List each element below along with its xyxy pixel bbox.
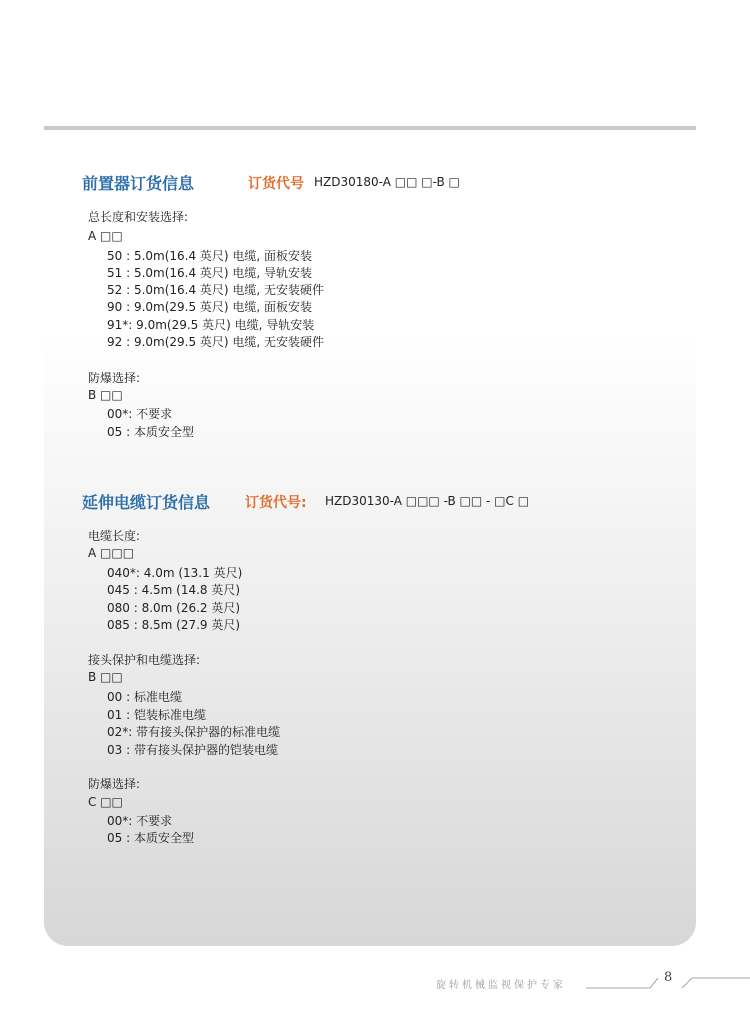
list-item: 52 : 5.0m(16.4 英尺) 电缆, 无安装硬件 xyxy=(107,283,325,297)
list-item: 05 : 本质安全型 xyxy=(107,425,194,439)
group-label: 电缆长度: xyxy=(88,529,141,543)
order-code-label: 订货代号 xyxy=(248,176,304,192)
list-item: 90 : 9.0m(29.5 英尺) 电缆, 面板安装 xyxy=(107,300,313,314)
list-item: 00*: 不要求 xyxy=(107,407,173,421)
list-item: 05 : 本质安全型 xyxy=(107,831,194,845)
list-item: 00 : 标准电缆 xyxy=(107,690,182,704)
group-label: 防爆选择: xyxy=(88,371,141,385)
list-item: 080 : 8.0m (26.2 英尺) xyxy=(107,601,241,615)
list-item: 02*: 带有接头保护器的标准电缆 xyxy=(107,725,281,739)
list-item: 50 : 5.0m(16.4 英尺) 电缆, 面板安装 xyxy=(107,249,313,263)
group-prefix: A □□ xyxy=(88,229,123,243)
list-item: 91*: 9.0m(29.5 英尺) 电缆, 导轨安装 xyxy=(107,318,315,332)
group-label: 总长度和安装选择: xyxy=(88,210,189,224)
footer-tagline: 旋转机械监视保护专家 xyxy=(436,980,566,991)
top-divider xyxy=(44,126,696,130)
list-item: 51 : 5.0m(16.4 英尺) 电缆, 导轨安装 xyxy=(107,266,313,280)
list-item: 040*: 4.0m (13.1 英尺) xyxy=(107,566,243,580)
group-prefix: B □□ xyxy=(88,670,123,684)
section-title-preamp: 前置器订货信息 xyxy=(82,174,195,193)
list-item: 01 : 铠装标准电缆 xyxy=(107,708,206,722)
list-item: 045 : 4.5m (14.8 英尺) xyxy=(107,583,241,597)
list-item: 03 : 带有接头保护器的铠装电缆 xyxy=(107,743,278,757)
group-prefix: B □□ xyxy=(88,388,123,402)
section-title-extension-cable: 延伸电缆订货信息 xyxy=(82,493,211,512)
group-label: 接头保护和电缆选择: xyxy=(88,653,201,667)
order-code-value: HZD30130-A □□□ -B □□ - □C □ xyxy=(325,494,530,508)
list-item: 00*: 不要求 xyxy=(107,814,173,828)
group-prefix: C □□ xyxy=(88,795,123,809)
order-code-label: 订货代号: xyxy=(245,495,307,511)
group-label: 防爆选择: xyxy=(88,777,141,791)
page-number: 8 xyxy=(664,970,673,985)
list-item: 085 : 8.5m (27.9 英尺) xyxy=(107,618,241,632)
group-prefix: A □□□ xyxy=(88,546,135,560)
order-code-value: HZD30180-A □□ □-B □ xyxy=(314,175,460,189)
list-item: 92 : 9.0m(29.5 英尺) 电缆, 无安装硬件 xyxy=(107,335,325,349)
